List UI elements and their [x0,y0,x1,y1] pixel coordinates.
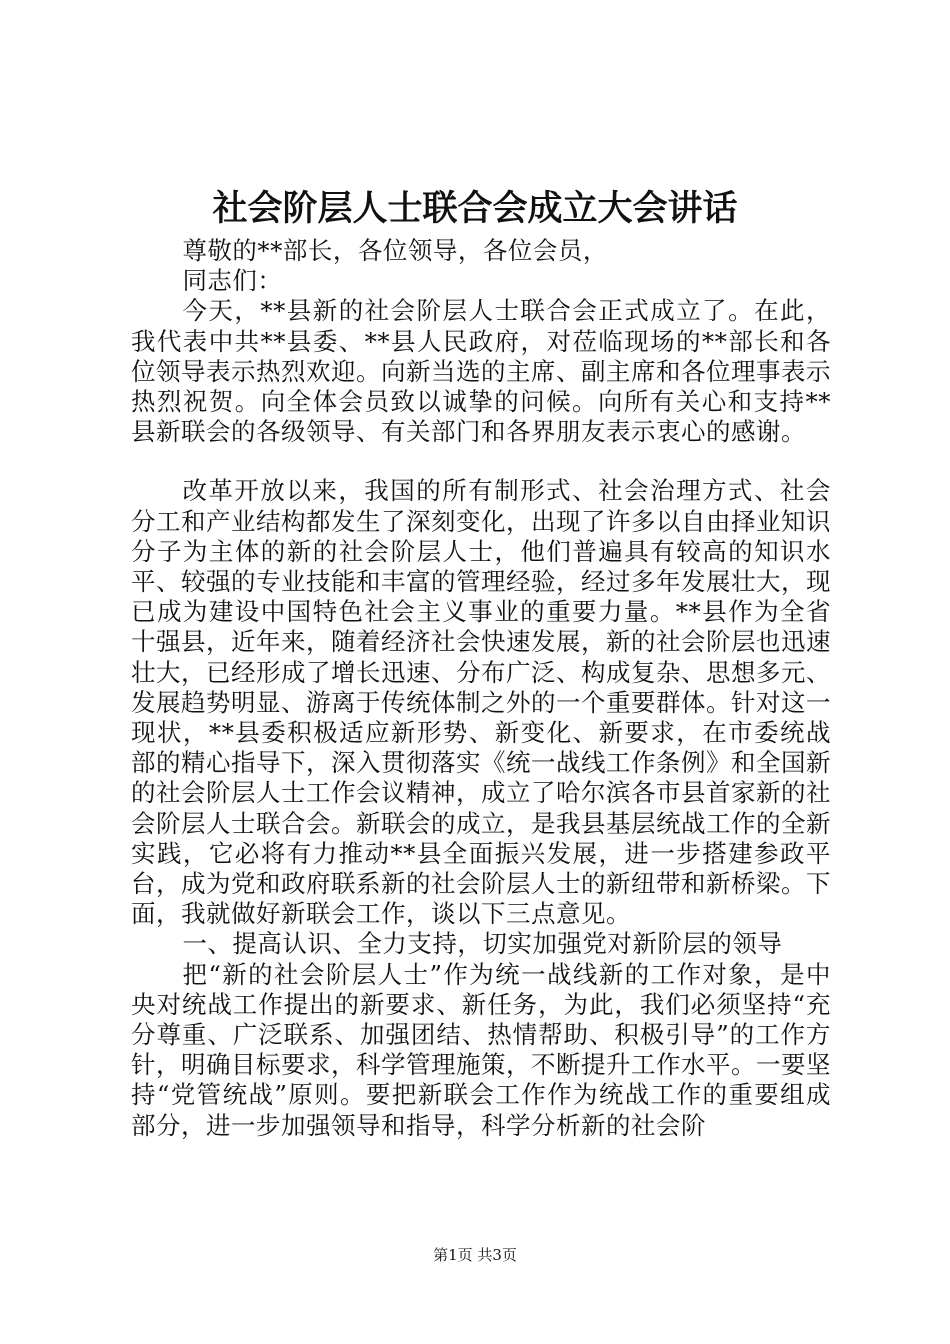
salutation-line: 同志们： [182,266,283,296]
body-paragraph: 改革开放以来，我国的所有制形式、社会治理方式、社会分工和产业结构都发生了深刻变化，出现了许多以自由择业知识分子为主体的新的社会阶层人士，他们普遍具有较高的知识水平、较强的专业技能和丰富的管理经验，经过多年发展壮大，现已成为建设中国特色社会主义事业的重要力量。**县作为全省十强县，近年来，随着经济社会快速发展，新的社会阶层也迅速壮大，已经形成了增长迅速、分布广泛、构成复杂、思想多元、发展趋势明显、游离于传统体制之外的一个重要群体。针对这一现状，**县委积极适应新形势、新变化、新要求，在市委统战部的精心指导下，深入贯彻落实《统一战线工作条例》和全国新的社会阶层人士工作会议精神，成立了哈尔滨各市县首家新的社会阶层人士联合会。新联会的成立，是我县基层统战工作的全新实践，它必将有力推动**县全面振兴发展，进一步搭建参政平台，成为党和政府联系新的社会阶层人士的新纽带和新桥梁。下面，我就做好新联会工作，谈以下三点意见。 [131,476,831,929]
section-heading: 一、提高认识、全力支持，切实加强党对新阶层的领导 [182,929,783,959]
body-paragraph: 把“新的社会阶层人士”作为统一战线新的工作对象，是中央对统战工作提出的新要求、新任务，为此，我们必须坚持“充分尊重、广泛联系、加强团结、热情帮助、积极引导”的工作方针，明确目标要求，科学管理施策，不断提升工作水平。一要坚持“党管统战”原则。要把新联会工作作为统战工作的重要组成部分，进一步加强领导和指导，科学分析新的社会阶 [131,959,831,1140]
page-number-footer: 第1页 共3页 [433,1246,517,1264]
body-paragraph: 今天，**县新的社会阶层人士联合会正式成立了。在此，我代表中共**县委、**县人民政府，对莅临现场的**部长和各位领导表示热烈欢迎。向新当选的主席、副主席和各位理事表示热烈祝贺。向全体会员致以诚挚的问候。向所有关心和支持**县新联会的各级领导、有关部门和各界朋友表示衷心的感谢。 [131,296,831,447]
salutation-line: 尊敬的**部长，各位领导，各位会员， [182,236,608,265]
document-body [131,236,831,1141]
document-title: 社会阶层人士联合会成立大会讲话 [212,188,738,229]
